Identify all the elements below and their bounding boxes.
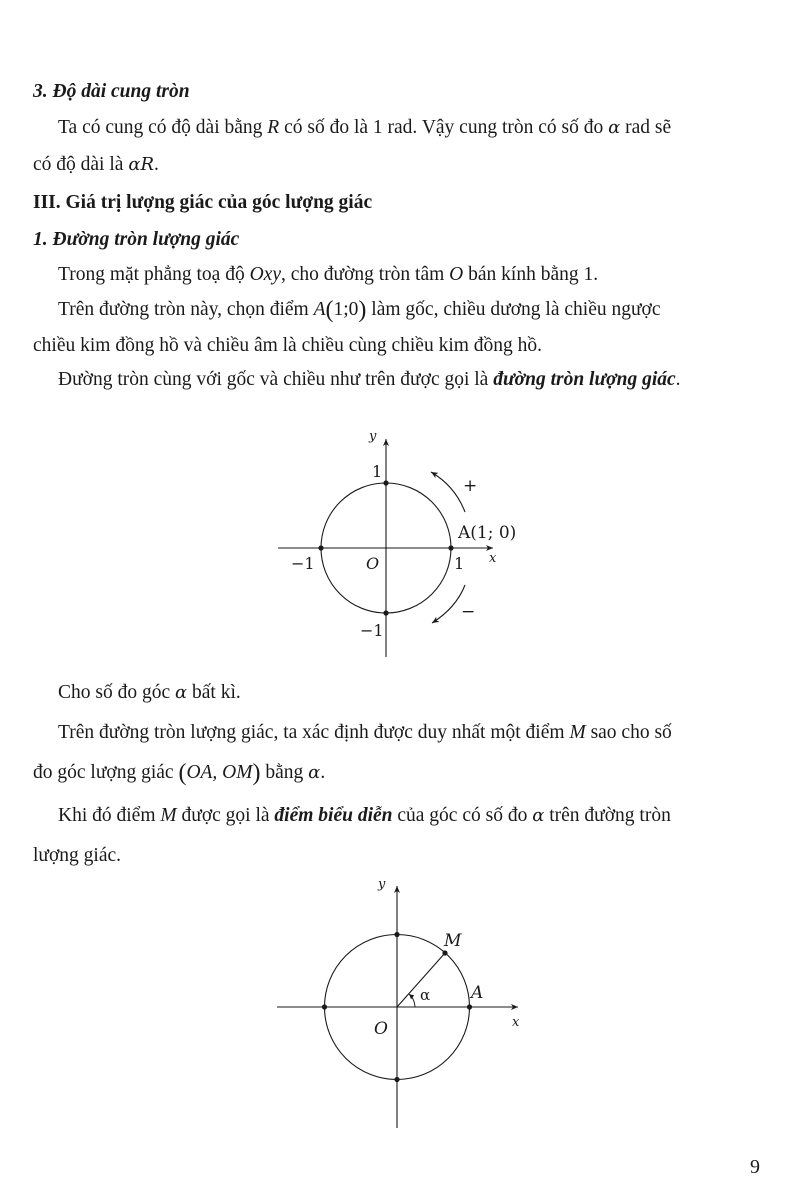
text: Cho số đo góc — [58, 682, 175, 703]
text: rad sẽ — [620, 117, 672, 138]
text: được gọi là — [176, 805, 275, 826]
term-unit-circle: đường tròn lượng giác — [493, 369, 676, 390]
point-A-label: A — [471, 983, 484, 1003]
math-M: M — [160, 805, 177, 826]
paren-close: ) — [252, 760, 261, 786]
point-M — [442, 950, 447, 955]
tick-label-y-neg1: −1 — [360, 621, 384, 640]
text: Đường tròn cùng với gốc và chiều như trên được gọi là — [58, 369, 494, 390]
positive-sign: + — [463, 476, 478, 496]
text: Trong mặt phẳng toạ độ — [58, 264, 250, 285]
point-pos-y — [394, 932, 399, 937]
math-A: A — [313, 299, 326, 320]
paren-open: ( — [325, 297, 334, 323]
math-M: M — [569, 722, 586, 743]
text: bán kính bằng 1. — [463, 264, 599, 285]
point-M-label: M — [444, 931, 462, 951]
text: có số đo là 1 rad. Vậy cung tròn có số đo — [279, 117, 609, 138]
text: làm gốc, chiều dương là chiều ngược — [366, 299, 661, 320]
angle-alpha-label: α — [420, 986, 431, 1004]
heading-trig-values: III. Giá trị lượng giác của góc lượng giác — [33, 192, 373, 213]
math-alpha: α — [308, 762, 321, 783]
point-A — [467, 1004, 472, 1009]
x-axis-label: x — [512, 1015, 520, 1030]
page-number: 9 — [750, 1156, 760, 1178]
math-coord: 1;0 — [333, 299, 359, 320]
text: . — [675, 369, 681, 390]
term-representation-point: điểm biểu diễn — [274, 805, 393, 826]
y-axis-label: y — [378, 877, 386, 892]
paragraph-direction: chiều kim đồng hồ và chiều âm là chiều cùng chiều kim đồng hồ. — [33, 335, 543, 356]
tick-label-x-neg1: −1 — [291, 554, 315, 573]
tick-label-y-1: 1 — [372, 462, 383, 481]
point-neg-y — [394, 1077, 399, 1082]
text: trên đường tròn — [544, 805, 671, 826]
text: Ta có cung có độ dài bằng — [58, 117, 268, 138]
angle-arc-icon — [409, 994, 415, 1007]
text: Trên đường tròn này, chọn điểm — [58, 299, 314, 320]
text: Trên đường tròn lượng giác, ta xác định được duy nhất một điểm — [58, 722, 570, 743]
math-R: R — [267, 117, 280, 138]
paragraph-representation-end: lượng giác. — [33, 845, 122, 866]
text: . — [154, 154, 159, 175]
math-alpha: α — [175, 682, 188, 703]
origin-label: O — [374, 1019, 388, 1039]
text: của góc có số đo — [392, 805, 533, 826]
text: có độ dài là — [33, 154, 129, 175]
point-neg-x — [322, 1004, 327, 1009]
math-alpha: α — [532, 805, 545, 826]
paren-open: ( — [178, 760, 187, 786]
text: Khi đó điểm — [58, 805, 161, 826]
negative-sign: − — [461, 602, 476, 622]
math-alpha-R: αR — [128, 154, 155, 175]
heading-arc-length: 3. Độ dài cung tròn — [33, 81, 190, 102]
point-A-label: A(1; 0) — [458, 523, 517, 543]
math-alpha: α — [608, 117, 621, 138]
paren-close: ) — [358, 297, 367, 323]
math-O: O — [449, 264, 464, 285]
text: đo góc lượng giác — [33, 762, 179, 783]
text: bất kì. — [187, 682, 241, 703]
math-OA-OM: OA, OM — [186, 762, 253, 783]
text: bằng — [260, 762, 309, 783]
origin-label: O — [366, 554, 380, 573]
text: sao cho số — [585, 722, 672, 743]
tick-label-x-1: 1 — [454, 554, 465, 573]
x-axis-label: x — [489, 551, 497, 566]
math-oxy: Oxy — [249, 264, 281, 285]
heading-unit-circle: 1. Đường tròn lượng giác — [33, 229, 240, 250]
y-axis-label: y — [369, 429, 377, 444]
text: , cho đường tròn tâm — [280, 264, 450, 285]
text: . — [320, 762, 326, 783]
